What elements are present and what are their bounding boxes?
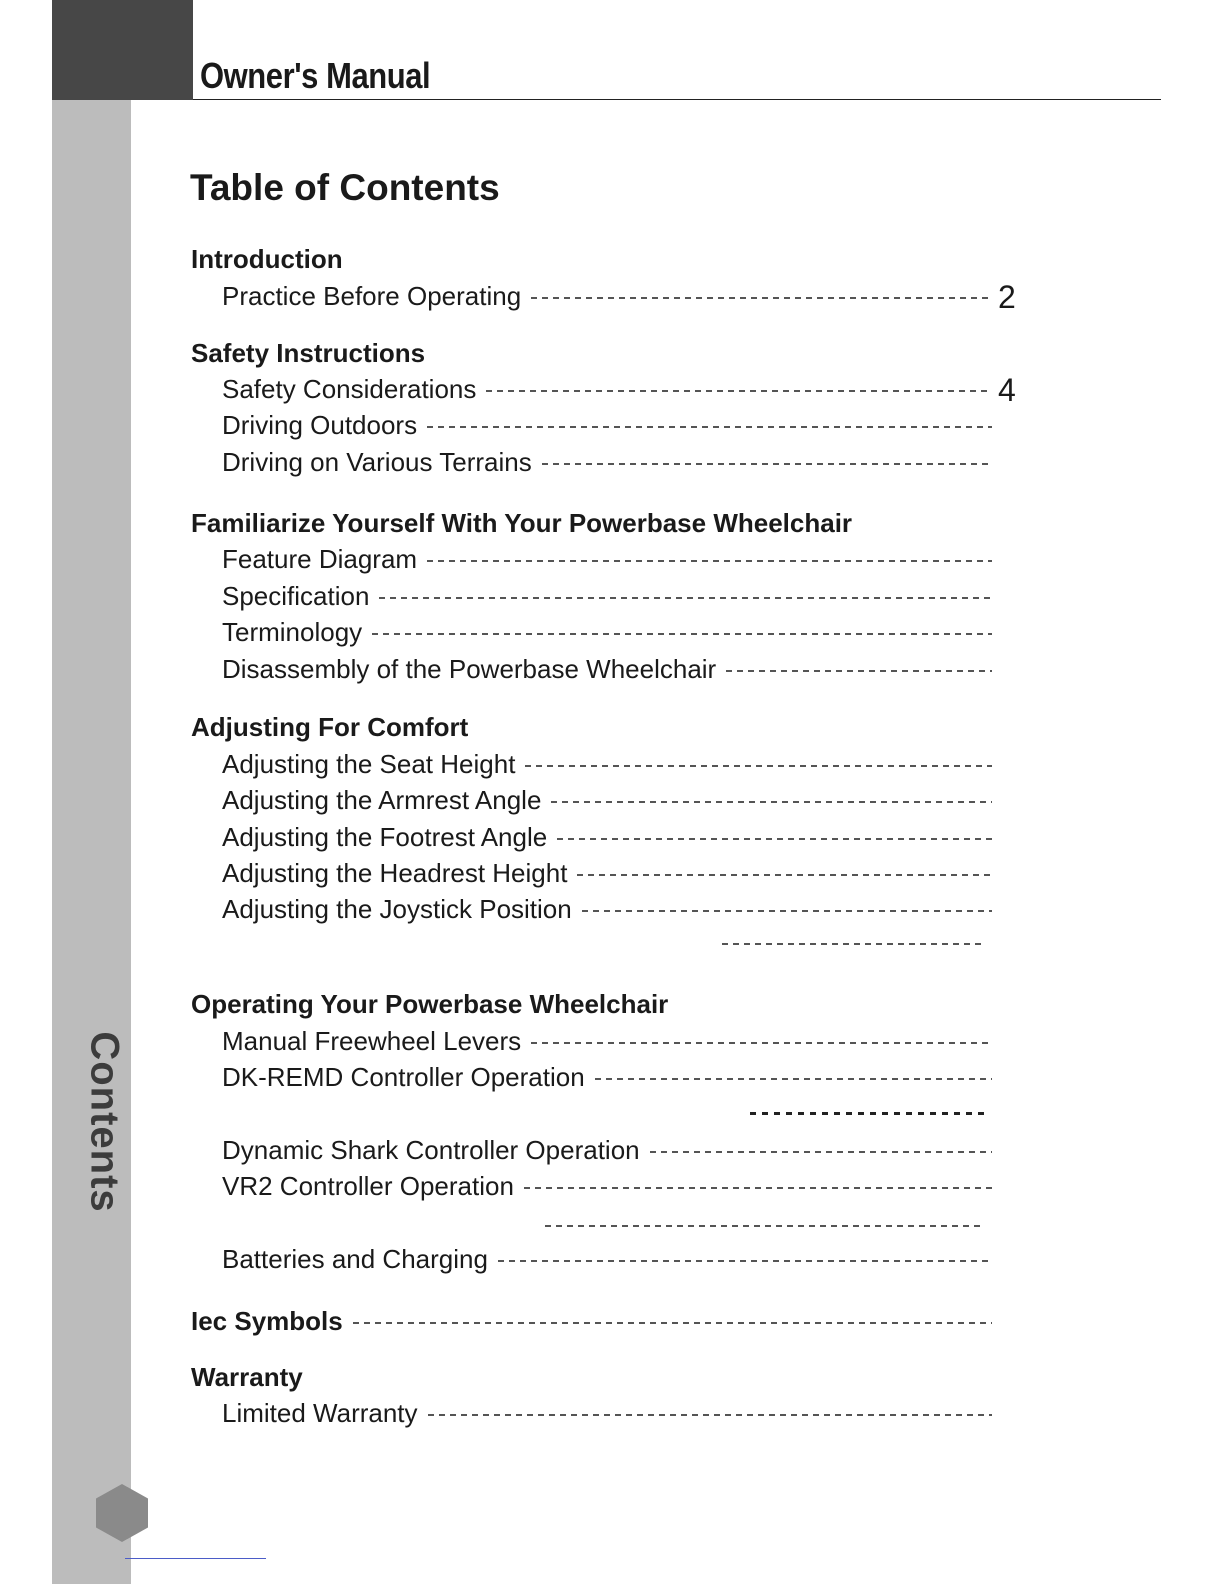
dot-leader [582,910,992,912]
entry-label: Adjusting the Headrest Height [222,858,568,888]
continuation-leader [750,1112,990,1115]
toc-entry-limited-warranty[interactable] [222,1397,992,1429]
dot-leader [542,463,992,465]
section-warranty: Warranty [191,1362,303,1392]
footer-line [125,1558,266,1559]
toc-entry-seat-height[interactable] [222,748,992,780]
dot-leader [372,633,992,635]
entry-label: Safety Considerations [222,374,477,404]
toc-entry-batteries-charging[interactable] [222,1243,992,1275]
toc-entry-dk-remd-controller[interactable] [222,1061,992,1093]
toc-entry-terminology[interactable] [222,616,992,648]
dot-leader [650,1151,992,1153]
entry-label: VR2 Controller Operation [222,1171,514,1201]
toc-entry-safety-considerations[interactable] [222,373,992,405]
dot-leader [726,670,992,672]
section-operating: Operating Your Powerbase Wheelchair [191,989,669,1019]
toc-entry-practice-before-operating[interactable] [222,280,992,312]
entry-label: Adjusting the Footrest Angle [222,822,548,852]
dot-leader [379,597,992,599]
entry-label: Limited Warranty [222,1398,418,1428]
dot-leader [428,1414,992,1416]
toc-entry-armrest-angle[interactable] [222,784,992,816]
entry-label: Adjusting the Joystick Position [222,894,572,924]
section-familiarize: Familiarize Yourself With Your Powerbase Wheelchair [191,508,853,538]
dot-leader [525,765,992,767]
entry-label: Practice Before Operating [222,281,522,311]
page-title: Table of Contents [190,167,500,208]
sidebar-strip [52,100,131,1584]
header-rule [193,99,1161,100]
dot-leader [524,1187,992,1189]
dot-leader [595,1078,992,1080]
toc-entry-driving-outdoors[interactable] [222,409,992,441]
toc-entry-iec-symbols[interactable] [191,1305,992,1337]
toc-entry-specification[interactable] [222,580,992,612]
entry-label: Specification [222,581,370,611]
entry-label: Disassembly of the Powerbase Wheelchair [222,654,717,684]
continuation-leader [545,1225,985,1227]
side-label-text: Contents [82,1031,127,1213]
continuation-leader [722,943,984,945]
section-safety-instructions: Safety Instructions [191,338,426,368]
header-dark-block [52,0,193,100]
toc-entry-driving-various-terrains[interactable] [222,446,992,478]
toc-entry-vr2-controller[interactable] [222,1170,992,1202]
entry-label: Dynamic Shark Controller Operation [222,1135,640,1165]
toc-entry-feature-diagram[interactable] [222,543,992,575]
dot-leader [557,838,992,840]
page-number: 4 [998,372,1016,408]
section-adjusting-for-comfort: Adjusting For Comfort [191,712,469,742]
toc-entry-footrest-angle[interactable] [222,821,992,853]
toc-entry-freewheel-levers[interactable] [222,1025,992,1057]
page-number: 2 [998,279,1016,315]
toc-entry-dynamic-shark-controller[interactable] [222,1134,992,1166]
entry-label: Feature Diagram [222,544,418,574]
toc-entry-joystick-position[interactable] [222,893,992,925]
toc-entry-headrest-height[interactable] [222,857,992,889]
dot-leader [577,874,992,876]
section-introduction: Introduction [191,244,343,274]
dot-leader [427,426,992,428]
entry-label: Terminology [222,617,363,647]
dot-leader [551,801,992,803]
entry-label: Driving Outdoors [222,410,418,440]
section-iec-symbols: Iec Symbols [191,1306,343,1336]
entry-label: Manual Freewheel Levers [222,1026,522,1056]
dot-leader [353,1322,992,1324]
dot-leader [427,560,992,562]
dot-leader [486,390,992,392]
manual-title: Owner's Manual [200,55,431,96]
entry-label: Driving on Various Terrains [222,447,532,477]
entry-label: DK-REMD Controller Operation [222,1062,585,1092]
dot-leader [498,1260,992,1262]
toc-entry-disassembly[interactable] [222,653,992,685]
entry-label: Adjusting the Armrest Angle [222,785,542,815]
entry-label: Batteries and Charging [222,1244,488,1274]
dot-leader [531,1042,992,1044]
entry-label: Adjusting the Seat Height [222,749,516,779]
dot-leader [531,297,992,299]
